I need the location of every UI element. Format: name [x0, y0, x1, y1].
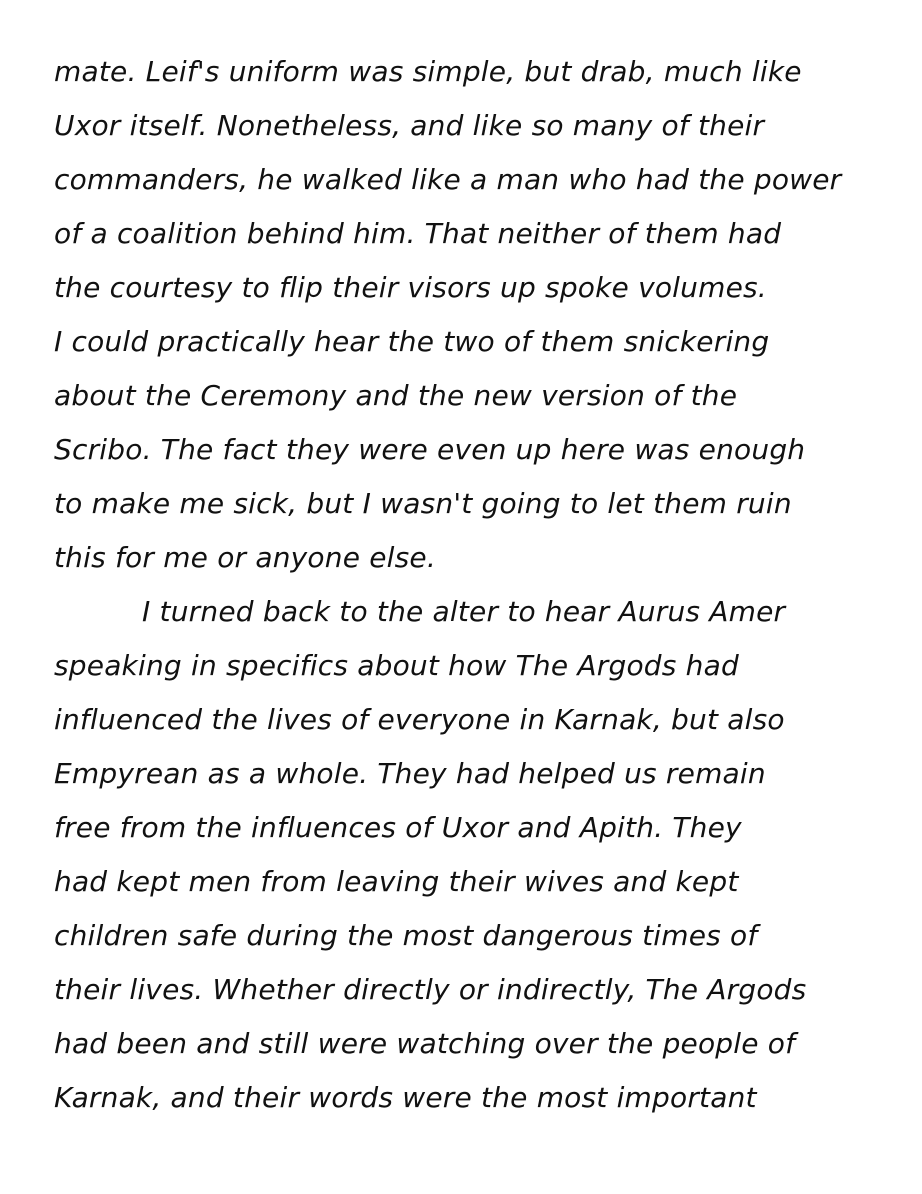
text-line-3: commanders, he walked like a man who had the power — [54, 163, 842, 196]
text-line-12: speaking in specifics about how The Argods had — [54, 649, 739, 682]
text-line-4: of a coalition behind him. That neither of them had — [54, 217, 782, 250]
text-line-20: Karnak, and their words were the most important — [54, 1081, 757, 1114]
text-line-15: free from the influences of Uxor and Apith. They — [54, 811, 742, 844]
text-line-13: influenced the lives of everyone in Karnak, but also — [54, 703, 785, 736]
text-line-8: Scribo. The fact they were even up here was enough — [54, 433, 806, 466]
text-line-7: about the Ceremony and the new version of the — [54, 379, 738, 412]
text-line-11-indented: I turned back to the alter to hear Aurus Amer — [142, 595, 786, 628]
text-line-14: Empyrean as a whole. They had helped us remain — [54, 757, 766, 790]
text-line-9: to make me sick, but I wasn't going to let them ruin — [54, 487, 792, 520]
text-line-6: I could practically hear the two of them snickering — [54, 325, 770, 358]
text-line-5: the courtesy to flip their visors up spoke volumes. — [54, 271, 767, 304]
text-line-18: their lives. Whether directly or indirectly, The Argods — [54, 973, 807, 1006]
text-line-2: Uxor itself. Nonetheless, and like so many of their — [54, 109, 765, 142]
text-line-19: had been and still were watching over the people of — [54, 1027, 796, 1060]
text-line-17: children safe during the most dangerous times of — [54, 919, 758, 952]
text-line-1: mate. Leif's uniform was simple, but drab, much like — [54, 55, 802, 88]
text-line-10: this for me or anyone else. — [54, 541, 436, 574]
text-line-16: had kept men from leaving their wives and kept — [54, 865, 739, 898]
